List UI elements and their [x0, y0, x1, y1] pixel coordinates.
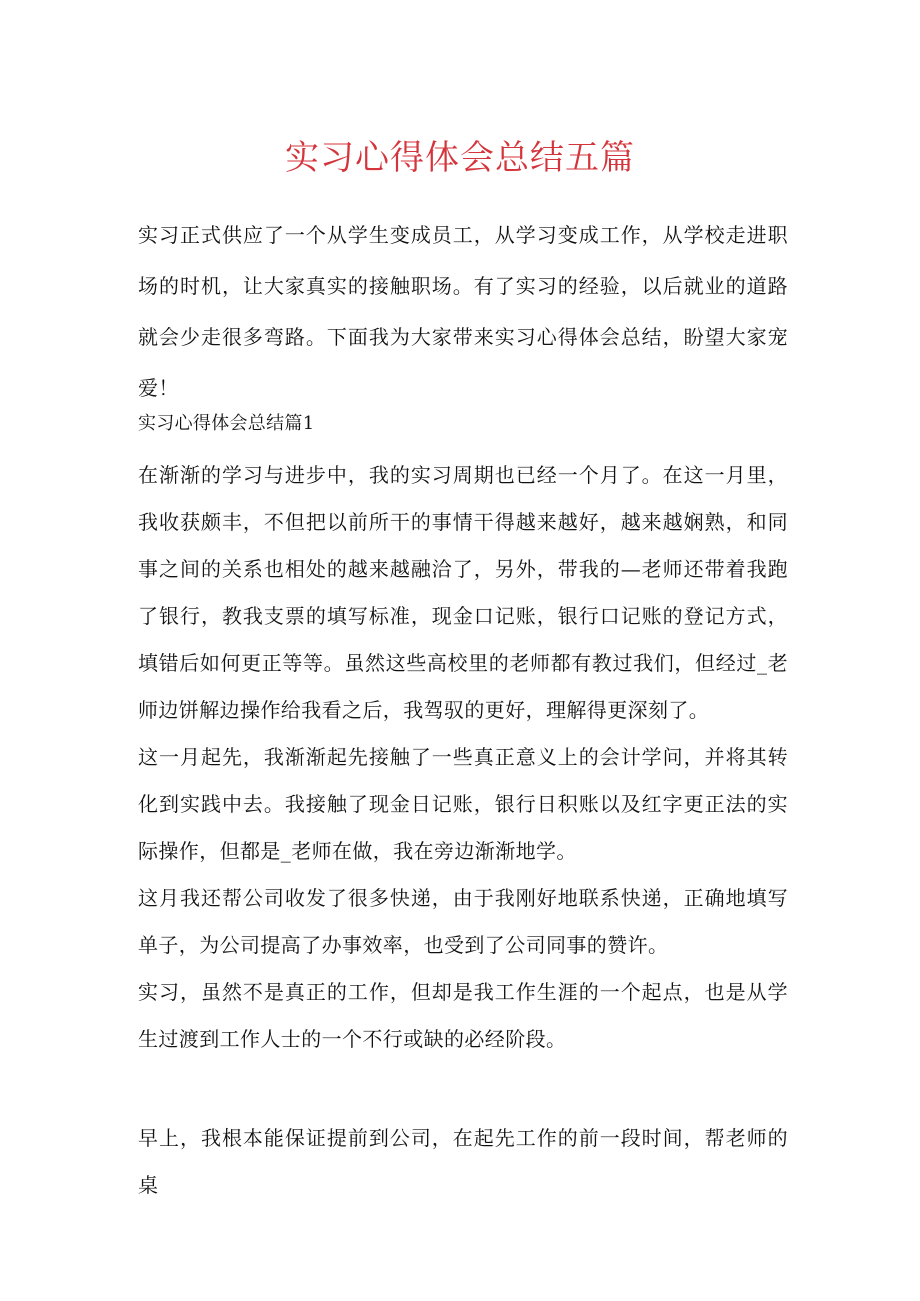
paragraph-continued: 早上，我根本能保证提前到公司，在起先工作的前一段时间，帮老师的桌 — [138, 1126, 788, 1197]
intro-section — [138, 210, 788, 414]
paragraph: 这月我还帮公司收发了很多快递，由于我刚好地联系快递，正确地填写单子，为公司提高了办事效率，也受到了公司同事的赞许。 — [138, 886, 788, 957]
document-title: 实习心得体会总结五篇 — [285, 138, 635, 178]
section-heading: 实习心得体会总结篇1 — [138, 413, 315, 434]
intro-paragraph: 实习正式供应了一个从学生变成员工，从学习变成工作，从学校走进职场的时机，让大家真实的接触职场。有了实习的经验，以后就业的道路就会少走很多弯路。下面我为大家带来实习心得体会总结，盼望大家宠爱！ — [138, 223, 788, 400]
paragraph: 实习，虽然不是真正的工作，但却是我工作生涯的一个起点，也是从学生过渡到工作人士的一个不行或缺的必经阶段。 — [138, 980, 788, 1051]
section-body — [138, 452, 788, 1063]
continuation-section — [138, 1115, 788, 1209]
paragraph: 这一月起先，我渐渐起先接触了一些真正意义上的会计学问，并将其转化到实践中去。我接触了现金日记账，银行日积账以及红字更正法的实际操作，但都是_老师在做，我在旁边渐渐地学。 — [138, 745, 788, 863]
paragraph: 在渐渐的学习与进步中，我的实习周期也已经一个月了。在这一月里，我收获颇丰，不但把以前所干的事情干得越来越好，越来越娴熟，和同事之间的关系也相处的越来越融洽了，另外，带我的—老师还带着我跑了银行，教我支票的填写标准，现金口记账，银行口记账的登记方式，填错后如何更正等等。虽然这些高校里的老师都有教过我们，但经过_老师边饼解边操作给我看之后，我驾驭的更好，理解得更深刻了。 — [138, 463, 788, 722]
